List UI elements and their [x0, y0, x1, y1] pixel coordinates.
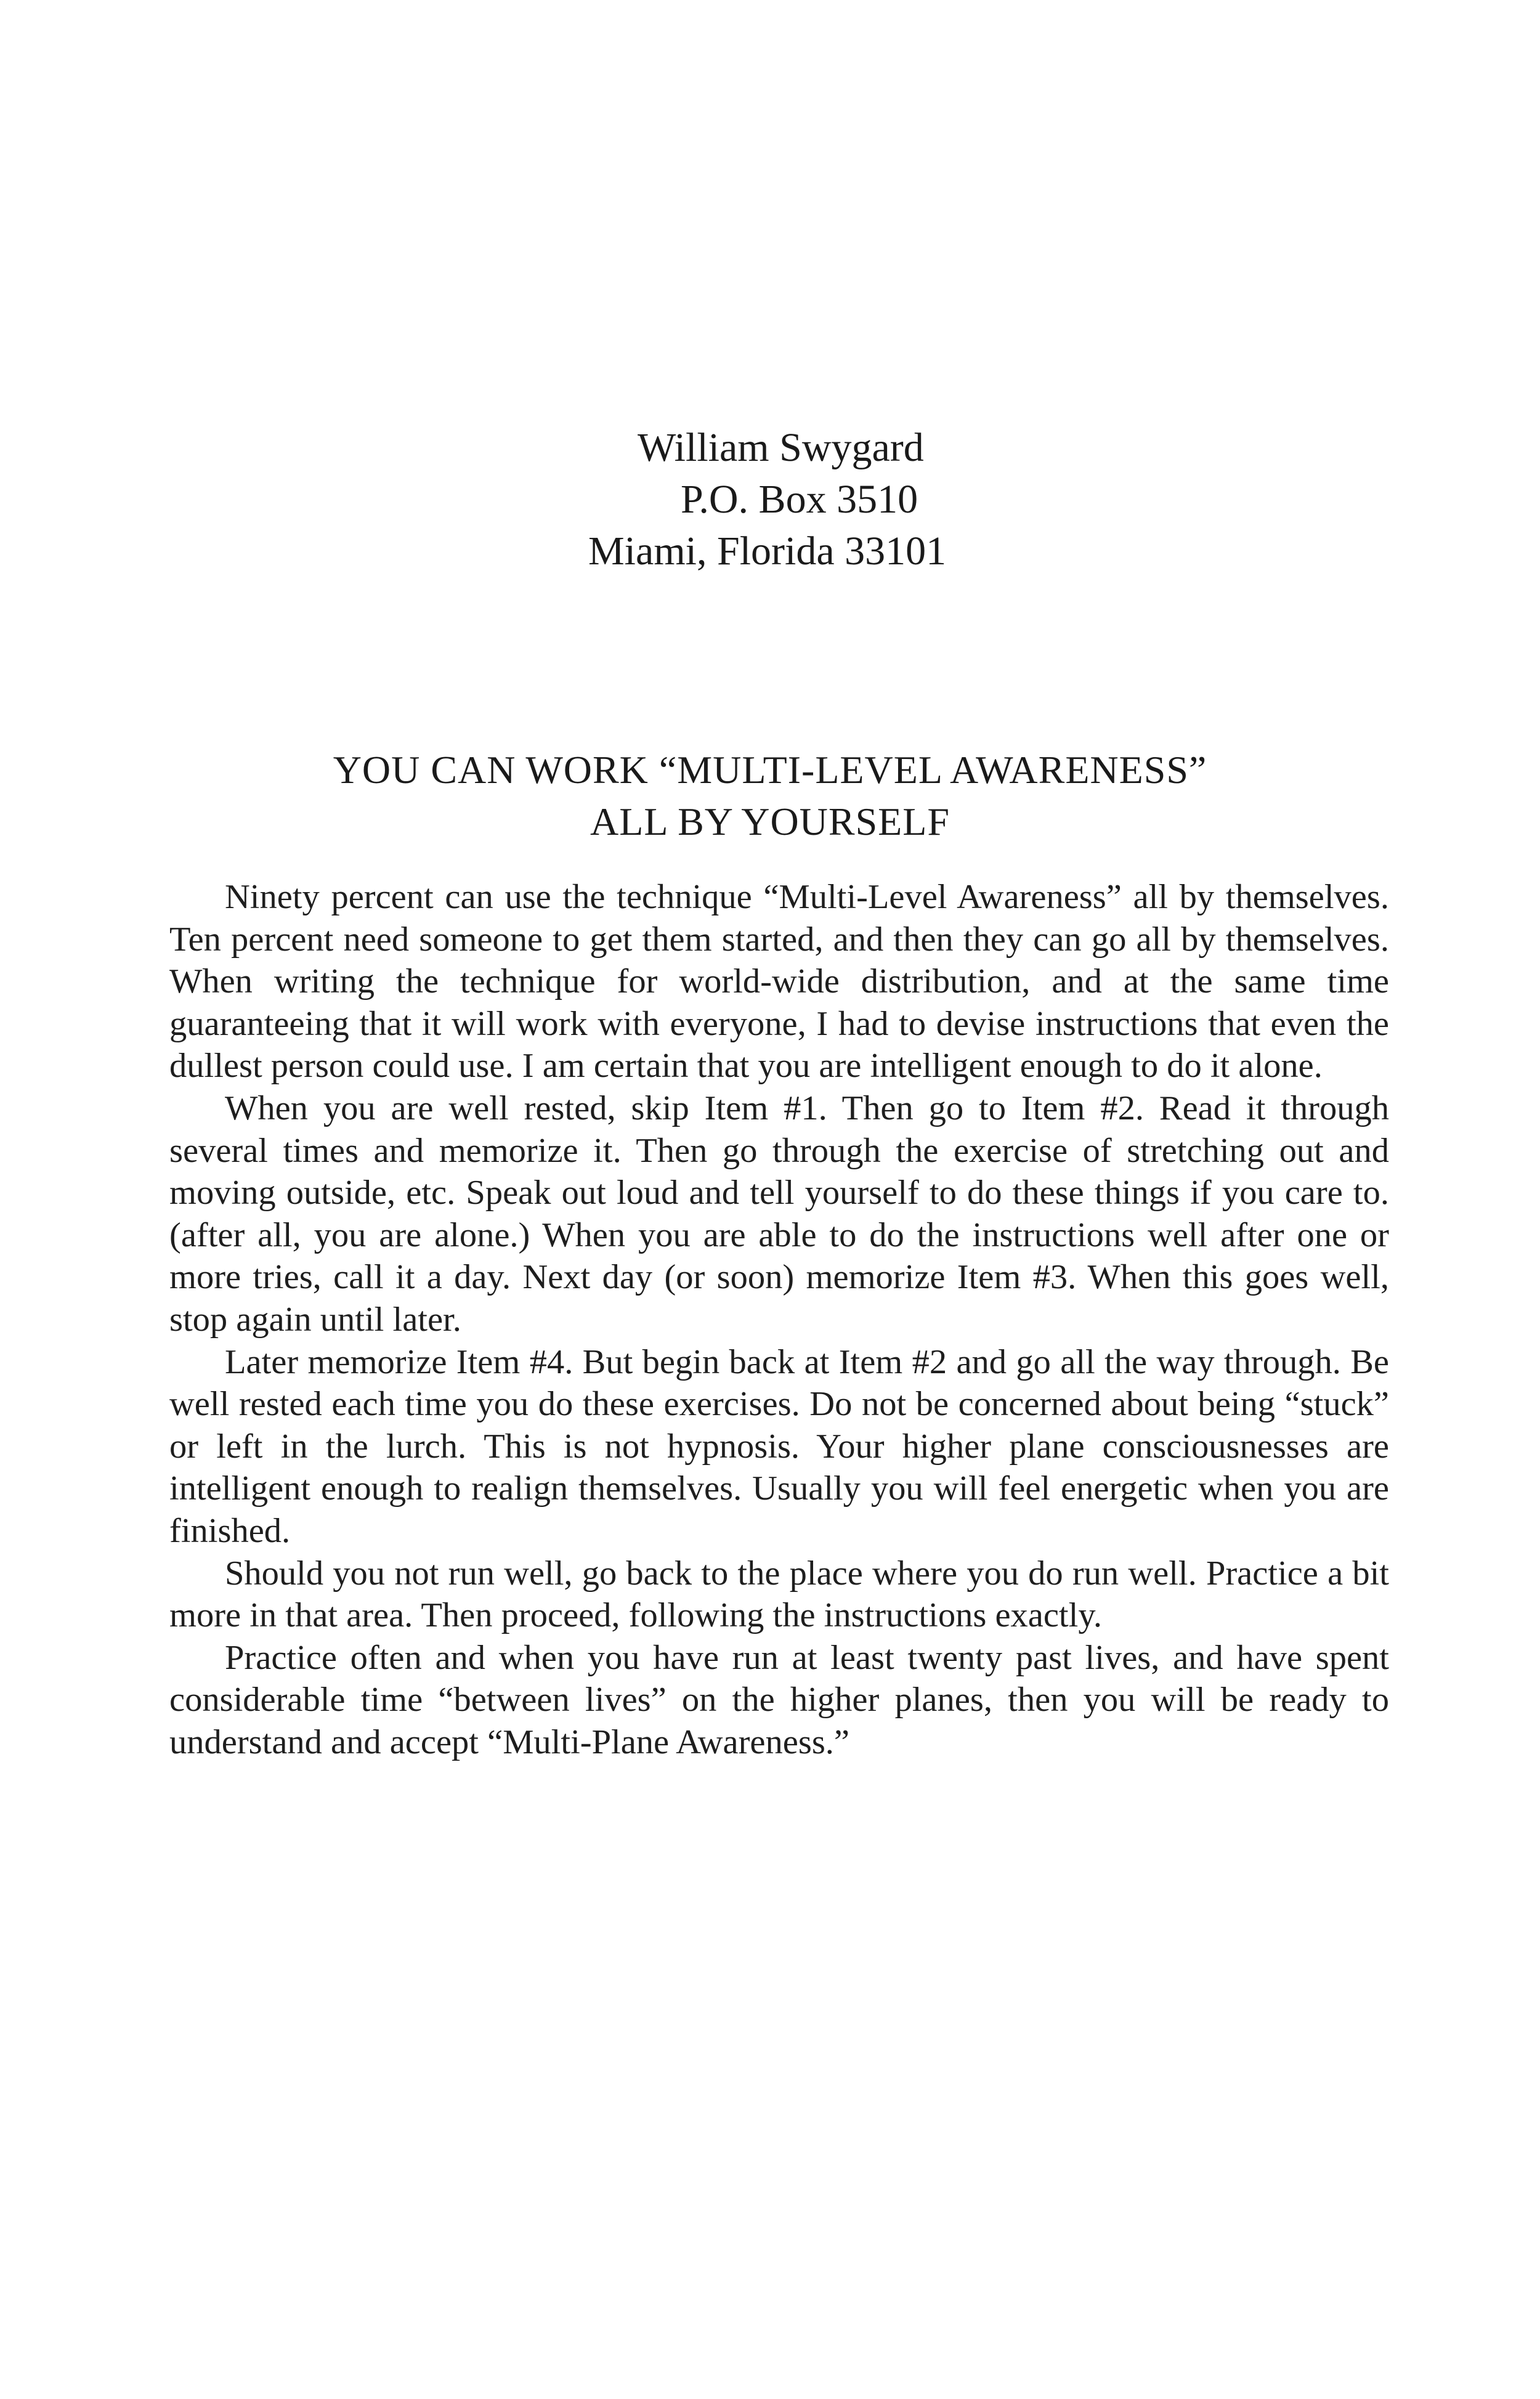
po-box: P.O. Box 3510 [681, 477, 918, 522]
address-block [588, 422, 1081, 577]
paragraph-1: Ninety percent can use the technique “Multi-Level Awareness” all by themselves. Ten percent need someone to get them started, and then they can go all by themselves. When writing the technique for world-wide distribution, and at the same time guaranteeing that it will work with everyone, I had to devise instructions that even the dullest person could use. I am certain that you are intelligent enough to do it alone. [169, 878, 1389, 1086]
document-title [166, 744, 1374, 848]
body-text [169, 876, 1389, 1763]
title-line-2: ALL BY YOURSELF [590, 800, 950, 843]
author-name: William Swygard [638, 425, 924, 470]
title-line-1: YOU CAN WORK “MULTI-LEVEL AWARENESS” [333, 748, 1207, 792]
city-line: Miami, Florida 33101 [588, 529, 947, 574]
paragraph-3: Later memorize Item #4. But begin back at Item #2 and go all the way through. Be well rested each time you do these exercises. Do not be concerned about being “stuck” or left in the lurch. This is not hypnosis. Your higher plane consciousnesses are intelligent enough to realign themselves. Usually you will feel energetic when you are finished. [169, 1342, 1389, 1550]
paragraph-5: Practice often and when you have run at least twenty past lives, and have spent considerable time “between lives” on the higher planes, then you will be ready to understand and accept “Multi-Plane Awareness.” [169, 1638, 1389, 1761]
paragraph-4: Should you not run well, go back to the place where you do run well. Practice a bit more in that area. Then proceed, following the instructions exactly. [169, 1554, 1389, 1635]
paragraph-2: When you are well rested, skip Item #1. Then go to Item #2. Read it through several times and memorize it. Then go through the exercise of stretching out and moving outside, etc. Speak out loud and tell yourself to do these things if you care to. (after all, you are alone.) When you are able to do the instructions well after one or more tries, call it a day. Next day (or soon) memorize Item #3. When this goes well, stop again until later. [169, 1089, 1389, 1339]
